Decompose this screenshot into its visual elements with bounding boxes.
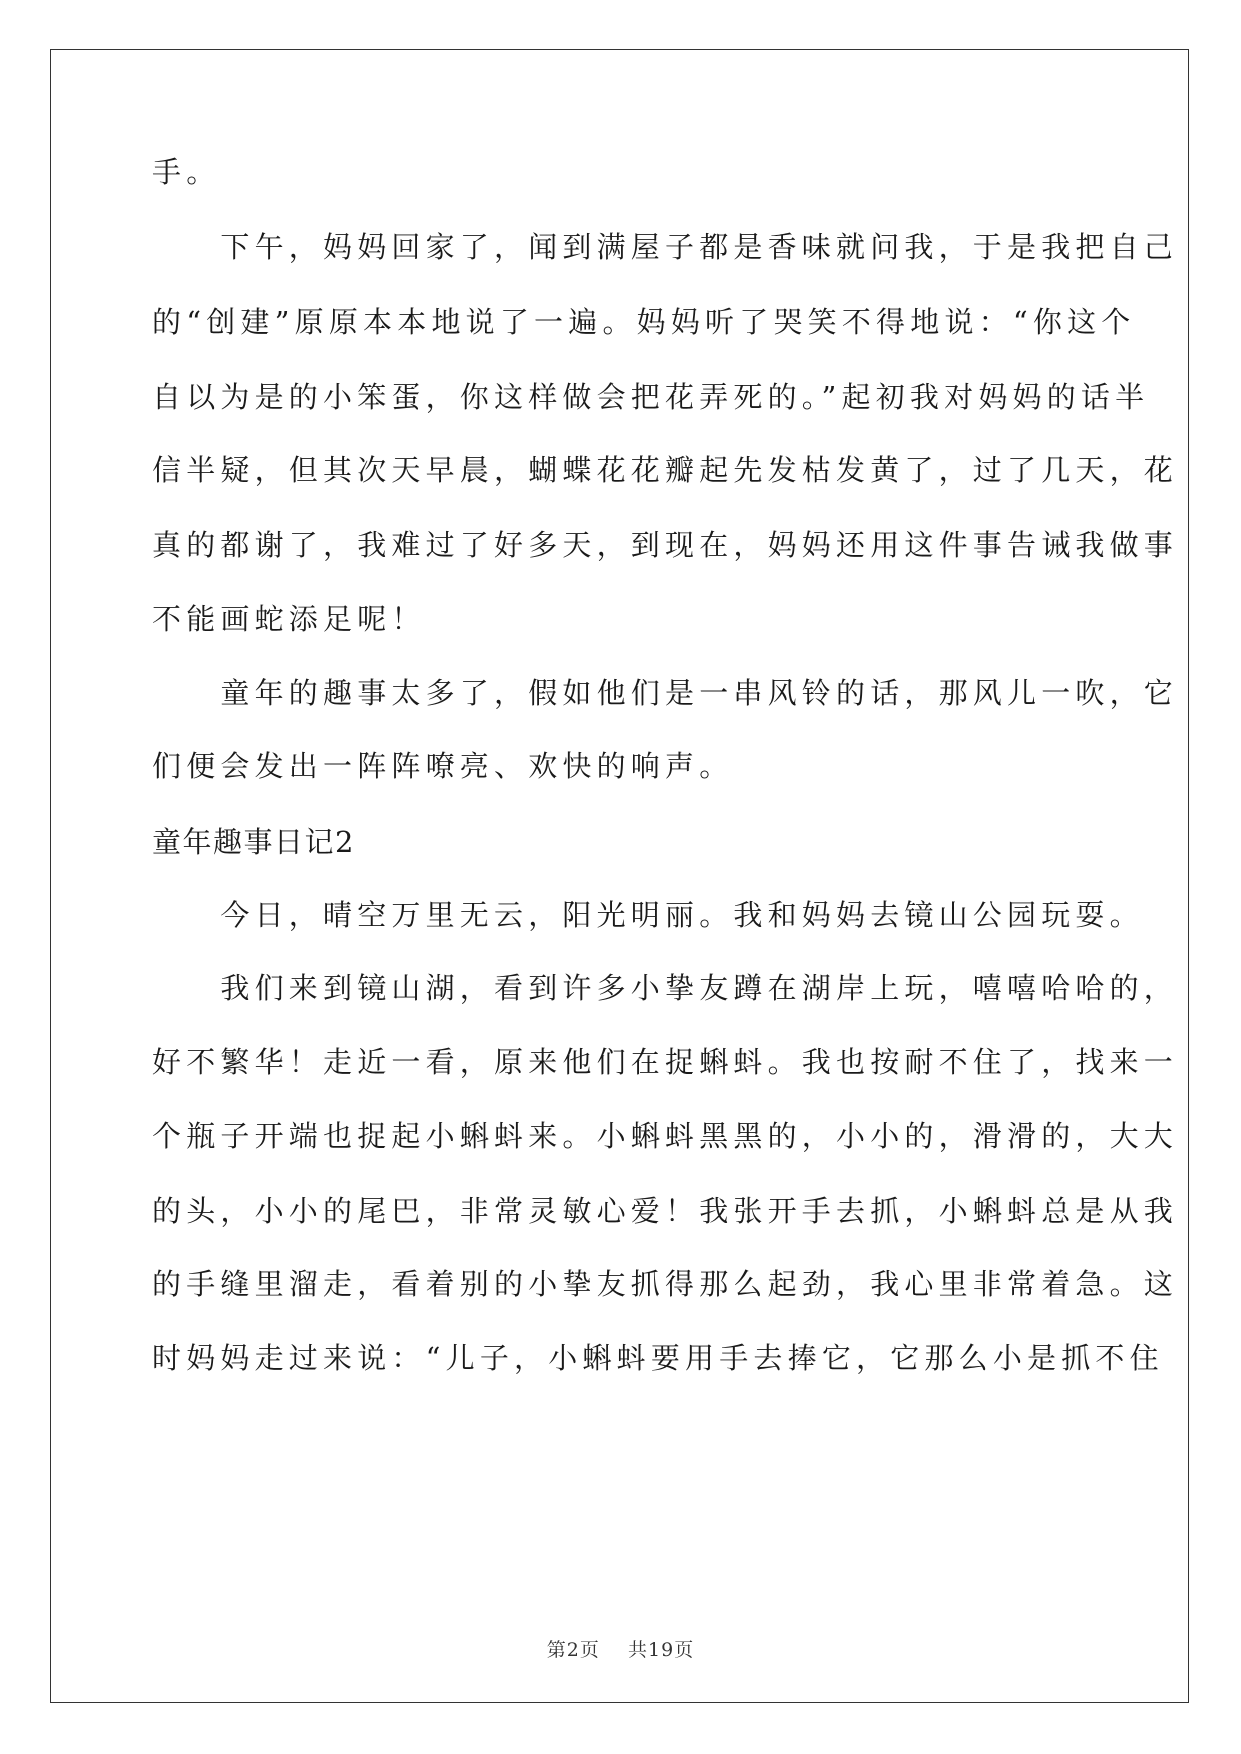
text-line: 的手缝里溜走，看着别的小挚友抓得那么起劲，我心里非常着急。这 bbox=[152, 1267, 1179, 1301]
text-line: 的头，小小的尾巴，非常灵敏心爱！我张开手去抓，小蝌蚪总是从我 bbox=[152, 1194, 1179, 1228]
text-line: 下午，妈妈回家了，闻到满屋子都是香味就问我，于是我把自己 bbox=[152, 230, 1179, 264]
text-line: 真的都谢了，我难过了好多天，到现在，妈妈还用这件事告诫我做事 bbox=[152, 528, 1179, 562]
text-line: 我们来到镜山湖，看到许多小挚友蹲在湖岸上玩，嘻嘻哈哈的， bbox=[152, 971, 1179, 1005]
text-line: 信半疑，但其次天早晨，蝴蝶花花瓣起先发枯发黄了，过了几天，花 bbox=[152, 453, 1179, 487]
text-line: 个瓶子开端也捉起小蝌蚪来。小蝌蚪黑黑的，小小的，滑滑的，大大 bbox=[152, 1119, 1179, 1153]
text-line: 手。 bbox=[152, 155, 221, 189]
text-line: 今日，晴空万里无云，阳光明丽。我和妈妈去镜山公园玩耍。 bbox=[152, 898, 1144, 932]
text-line: 时妈妈走过来说：“儿子，小蝌蚪要用手去捧它，它那么小是抓不住 bbox=[152, 1341, 1164, 1375]
page-total: 共19页 bbox=[628, 1639, 695, 1661]
page-number: 第2页 bbox=[546, 1639, 600, 1661]
text-line: 好不繁华！走近一看，原来他们在捉蝌蚪。我也按耐不住了，找来一 bbox=[152, 1045, 1179, 1079]
page-border bbox=[50, 49, 1189, 1703]
text-line: 自以为是的小笨蛋，你这样做会把花弄死的。”起初我对妈妈的话半 bbox=[152, 380, 1150, 414]
text-line: 童年的趣事太多了，假如他们是一串风铃的话，那风儿一吹，它 bbox=[152, 676, 1179, 710]
text-line: 们便会发出一阵阵嘹亮、欢快的响声。 bbox=[152, 749, 734, 783]
page-footer bbox=[0, 1638, 1241, 1662]
section-heading: 童年趣事日记2 bbox=[152, 825, 355, 859]
text-line: 不能画蛇添足呢！ bbox=[152, 602, 426, 636]
text-line: 的“创建”原原本本地说了一遍。妈妈听了哭笑不得地说：“你这个 bbox=[152, 305, 1136, 339]
